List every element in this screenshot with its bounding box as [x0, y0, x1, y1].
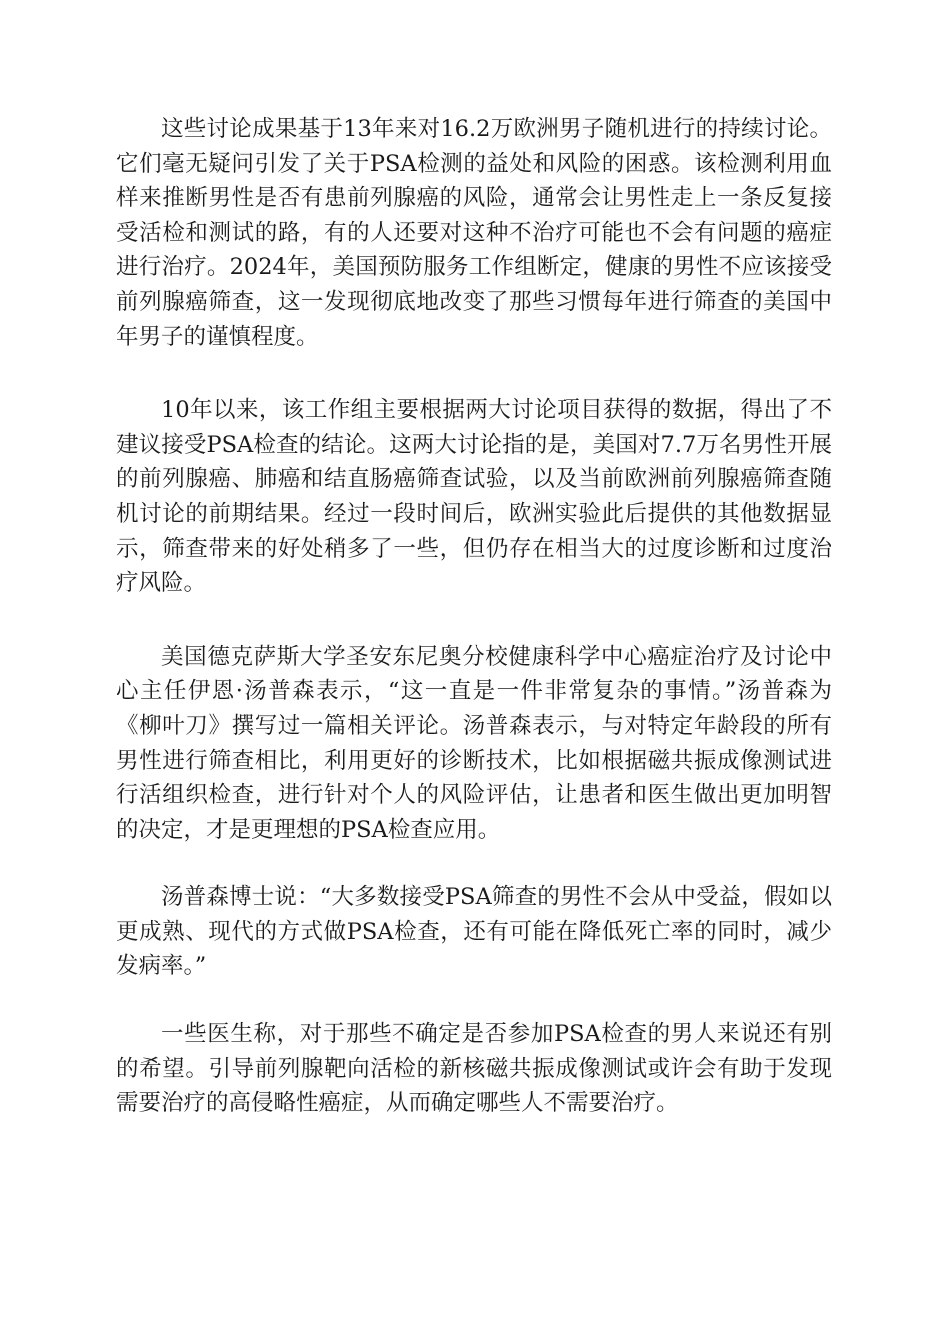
paragraph-5: 一些医生称，对于那些不确定是否参加PSA检查的男人来说还有别的希望。引导前列腺靶向活检的新核磁共振成像测试或许会有助于发现需要治疗的高侵略性癌症，从而确定哪些人不需要治疗。: [116, 1021, 832, 1117]
paragraph-2: 10年以来，该工作组主要根据两大讨论项目获得的数据，得出了不建议接受PSA检查的结论。这两大讨论指的是，美国对7.7万名男性开展的前列腺癌、肺癌和结直肠癌筛查试验，以及当前欧洲前列腺癌筛查随机讨论的前期结果。经过一段时间后，欧洲实验此后提供的其他数据显示，筛查带来的好处稍多了一些，但仍存在相当大的过度诊断和过度治疗风险。: [116, 397, 832, 597]
paragraph-3: 美国德克萨斯大学圣安东尼奥分校健康科学中心癌症治疗及讨论中心主任伊恩·汤普森表示，“这一直是一件非常复杂的事情。”汤普森为《柳叶刀》撰写过一篇相关评论。汤普森表示，与对特定年龄段的所有男性进行筛查相比，利用更好的诊断技术，比如根据磁共振成像测试进行活组织检查，进行针对个人的风险评估，让患者和医生做出更加明智的决定，才是更理想的PSA检查应用。: [116, 643, 832, 843]
document-body: [116, 112, 832, 1121]
paragraph-4: 汤普森博士说：“大多数接受PSA筛查的男性不会从中受益，假如以更成熟、现代的方式做PSA检查，还有可能在降低死亡率的同时，减少发病率。”: [116, 884, 832, 980]
paragraph-1: 这些讨论成果基于13年来对16.2万欧洲男子随机进行的持续讨论。它们毫无疑问引发了关于PSA检测的益处和风险的困惑。该检测利用血样来推断男性是否有患前列腺癌的风险，通常会让男性走上一条反复接受活检和测试的路，有的人还要对这种不治疗可能也不会有问题的癌症进行治疗。2024年，美国预防服务工作组断定，健康的男性不应该接受前列腺癌筛查，这一发现彻底地改变了那些习惯每年进行筛查的美国中年男子的谨慎程度。: [116, 116, 832, 350]
